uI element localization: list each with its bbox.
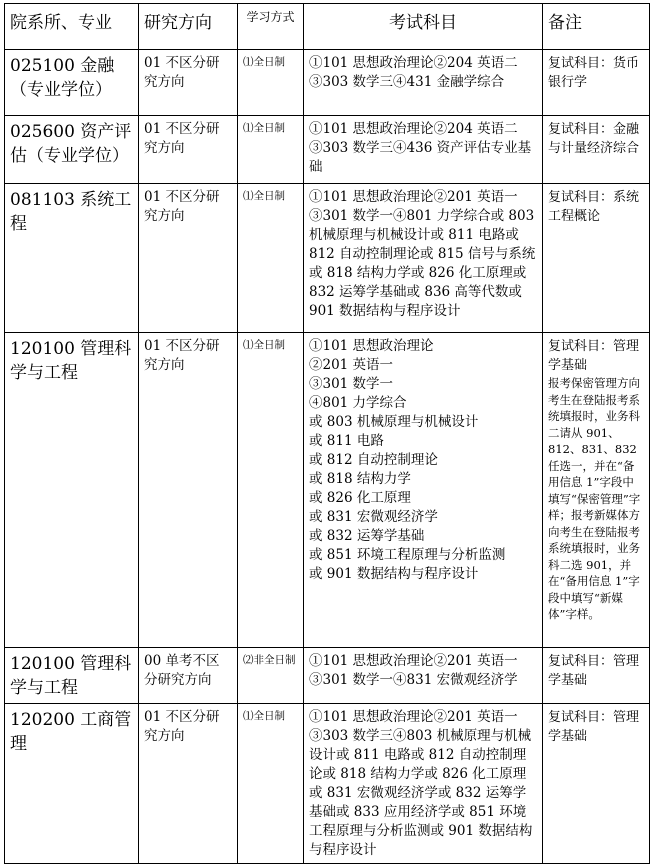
major-cell: 120100 管理科学与工程 — [5, 333, 139, 648]
exam-line: 或 811 电路 — [309, 433, 384, 449]
mode-cell: ⑴全日制 — [238, 184, 304, 333]
major-cell: 025600 资产评估（专业学位） — [5, 116, 139, 184]
major-cell: 025100 金融（专业学位） — [5, 50, 139, 116]
major-cell: 120200 工商管理 — [5, 704, 139, 864]
table-row — [5, 50, 650, 116]
table-row — [5, 116, 650, 184]
exam-line: 或 826 化工原理 — [309, 490, 411, 506]
exam-cell — [304, 116, 543, 184]
mode-cell: ⑴全日制 — [238, 116, 304, 184]
exam-line: 或 818 结构力学 — [309, 471, 411, 487]
header-major: 院系所、专业 — [5, 4, 139, 50]
mode-cell: ⑴全日制 — [238, 704, 304, 864]
direction-cell: 01 不区分研究方向 — [139, 333, 238, 648]
note-cell — [543, 704, 650, 864]
note-text: 复试科目：管理学基础 — [548, 654, 640, 688]
header-exam: 考试科目 — [304, 4, 543, 50]
note-text: 复试科目：金融与计量经济综合 — [548, 122, 640, 156]
mode-cell: ⑴全日制 — [238, 50, 304, 116]
direction-cell: 00 单考不区分研究方向 — [139, 648, 238, 704]
exam-line: ④801 力学综合 — [309, 395, 407, 411]
table-row — [5, 704, 650, 864]
note-cell — [543, 184, 650, 333]
direction-cell: 01 不区分研究方向 — [139, 184, 238, 333]
admissions-table — [4, 3, 650, 864]
exam-text: ①101 思想政治理论②204 英语二③303 数学三④436 资产评估专业基础 — [309, 121, 532, 175]
exam-cell — [304, 704, 543, 864]
note-text: 复试科目：系统工程概论 — [548, 190, 640, 224]
major-cell: 120100 管理科学与工程 — [5, 648, 139, 704]
direction-cell: 01 不区分研究方向 — [139, 50, 238, 116]
exam-line: 或 803 机械原理与机械设计 — [309, 414, 479, 430]
exam-line: 或 832 运筹学基础 — [309, 528, 425, 544]
note-cell — [543, 333, 650, 648]
header-mode: 学习方式 — [238, 4, 304, 50]
table-row — [5, 184, 650, 333]
direction-cell: 01 不区分研究方向 — [139, 704, 238, 864]
exam-text: ①101 思想政治理论②201 英语一③303 数学三④803 机械原理与机械设计或 811 电路或 812 自动控制理论或 818 结构力学或 826 化工原理或 831 宏微观经济学或 832 运筹学基础或 833 应用经济学或 851 环境工程原理与分析监测或 901 数据结构与程序设计 — [309, 709, 533, 858]
exam-line: ①101 思想政治理论 — [309, 338, 434, 354]
table-row — [5, 648, 650, 704]
exam-cell — [304, 50, 543, 116]
exam-line: ③301 数学一 — [309, 376, 394, 392]
exam-line: 或 812 自动控制理论 — [309, 452, 438, 468]
note-text: 复试科目：货币银行学 — [548, 56, 640, 90]
exam-line: 或 851 环境工程原理与分析监测 — [309, 547, 506, 563]
exam-line: 或 901 数据结构与程序设计 — [309, 566, 479, 582]
note-detail: 报考保密管理方向考生在登陆报考系统填报时，业务科二请从 901、812、831、832 任选一，并在“备用信息 1”字段中填写“保密管理”字样；报考新媒体方向考生在登陆报考系统填报时，业务科二选 901，并在“备用信息 1”字段中填写“新媒体”字样。 — [548, 376, 641, 621]
exam-text: ①101 思想政治理论②201 英语一③301 数学一④801 力学综合或 803 机械原理与机械设计或 811 电路或 812 自动控制理论或 815 信号与系统或 818 结构力学或 826 化工原理或 832 运筹学基础或 836 高等代数或 901 数据结构与程序设计 — [309, 189, 536, 319]
mode-cell: ⑴全日制 — [238, 333, 304, 648]
note-cell — [543, 116, 650, 184]
exam-cell — [304, 648, 543, 704]
header-note: 备注 — [543, 4, 650, 50]
note-text: 复试科目：管理学基础 — [548, 710, 640, 744]
header-direction: 研究方向 — [139, 4, 238, 50]
table-row — [5, 333, 650, 648]
exam-text: ①101 思想政治理论②201 英语一③301 数学一④831 宏微观经济学 — [309, 653, 518, 688]
exam-cell — [304, 333, 543, 648]
exam-line: 或 831 宏微观经济学 — [309, 509, 438, 525]
direction-cell: 01 不区分研究方向 — [139, 116, 238, 184]
exam-line: ②201 英语一 — [309, 357, 394, 373]
major-cell: 081103 系统工程 — [5, 184, 139, 333]
note-text: 复试科目：管理学基础 — [548, 339, 640, 373]
header-row — [5, 4, 650, 50]
exam-text: ①101 思想政治理论②204 英语二③303 数学三④431 金融学综合 — [309, 55, 518, 90]
exam-cell — [304, 184, 543, 333]
note-cell — [543, 648, 650, 704]
note-cell — [543, 50, 650, 116]
mode-cell: ⑵非全日制 — [238, 648, 304, 704]
